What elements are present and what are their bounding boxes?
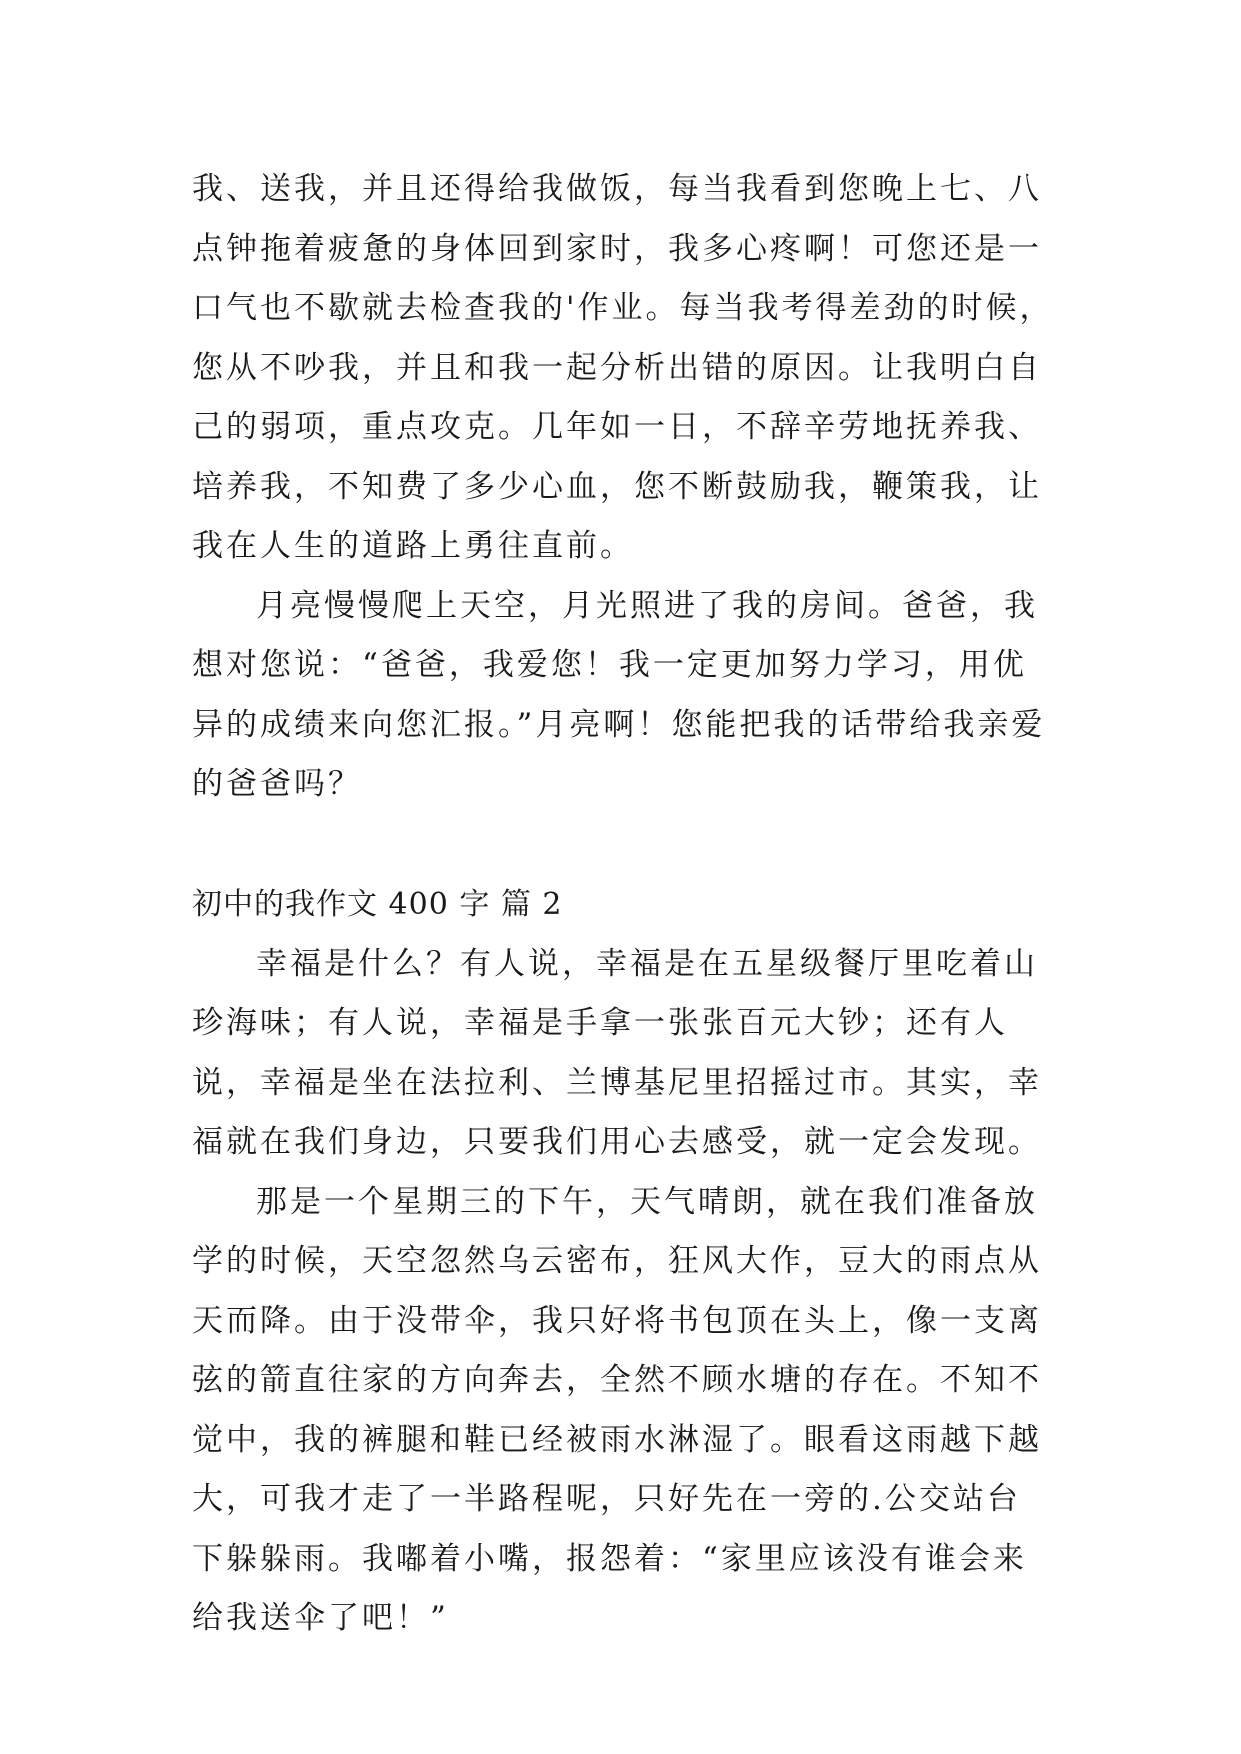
paragraph-2: 月亮慢慢爬上天空，月光照进了我的房间。爸爸，我想对您说：“爸爸，我爱您！我一定更加努力学习，用优异的成绩来向您汇报。”月亮啊！您能把我的话带给我亲爱的爸爸吗？: [192, 587, 1046, 802]
document-body: [192, 160, 1054, 1649]
paragraph-4: 那是一个星期三的下午，天气晴朗，就在我们准备放学的时候，天空忽然乌云密布，狂风大作，豆大的雨点从天而降。由于没带伞，我只好将书包顶在头上，像一支离弦的箭直往家的方向奔去，全然不顾水塘的存在。不知不觉中，我的裤腿和鞋已经被雨水淋湿了。眼看这雨越下越大，可我才走了一半路程呢，只好先在一旁的.公交站台下躲躲雨。我嘟着小嘴，报怨着：“家里应该没有谁会来给我送伞了吧！”: [192, 1183, 1042, 1636]
section-heading: 初中的我作文 400 字 篇 2: [192, 886, 563, 922]
paragraph-1: 我、送我，并且还得给我做饭，每当我看到您晚上七、八点钟拖着疲惫的身体回到家时，我多心疼啊！可您还是一口气也不歇就去检查我的'作业。每当我考得差劲的时候，您从不吵我，并且和我一起分析出错的原因。让我明白自己的弱项，重点攻克。几年如一日，不辞辛劳地抚养我、培养我，不知费了多少心血，您不断鼓励我，鞭策我，让我在人生的道路上勇往直前。: [192, 171, 1054, 564]
section-spacer: [192, 815, 1054, 875]
paragraph-3: 幸福是什么？有人说，幸福是在五星级餐厅里吃着山珍海味；有人说，幸福是手拿一张张百元大钞；还有人说，幸福是坐在法拉利、兰博基尼里招摇过市。其实，幸福就在我们身边，只要我们用心去感受，就一定会发现。: [192, 945, 1042, 1160]
